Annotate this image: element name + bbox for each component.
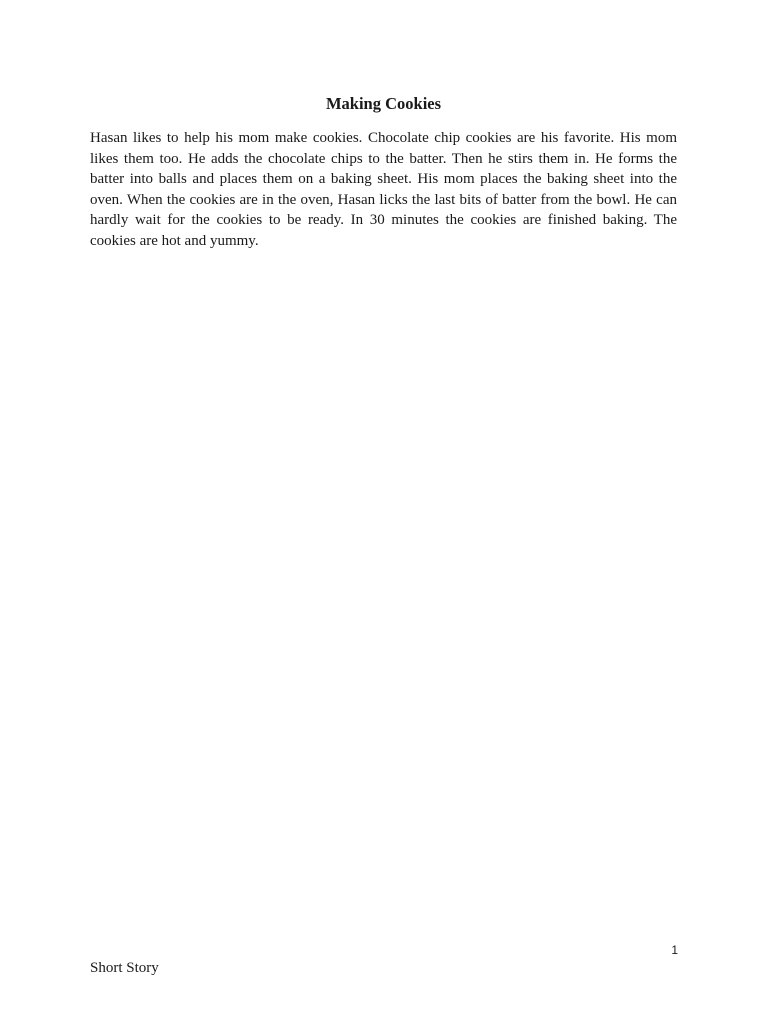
footer-text: Short Story <box>90 960 159 976</box>
page-number: 1 <box>671 943 678 957</box>
document-title: Making Cookies <box>325 94 442 113</box>
document-body-paragraph: Hasan likes to help his mom make cookies. Chocolate chip cookies are his favorite. His mom likes them too. He adds the chocolate chips to the batter. Then he stirs them in. He forms the batter into balls and places them on a baking sheet. His mom places the baking sheet into the oven. When the cookies are in the oven, Hasan licks the last bits of batter from the bowl. He can hardly wait for the cookies to be ready. In 30 minutes the cookies are finished baking. The cookies are hot and yummy. <box>90 130 677 249</box>
